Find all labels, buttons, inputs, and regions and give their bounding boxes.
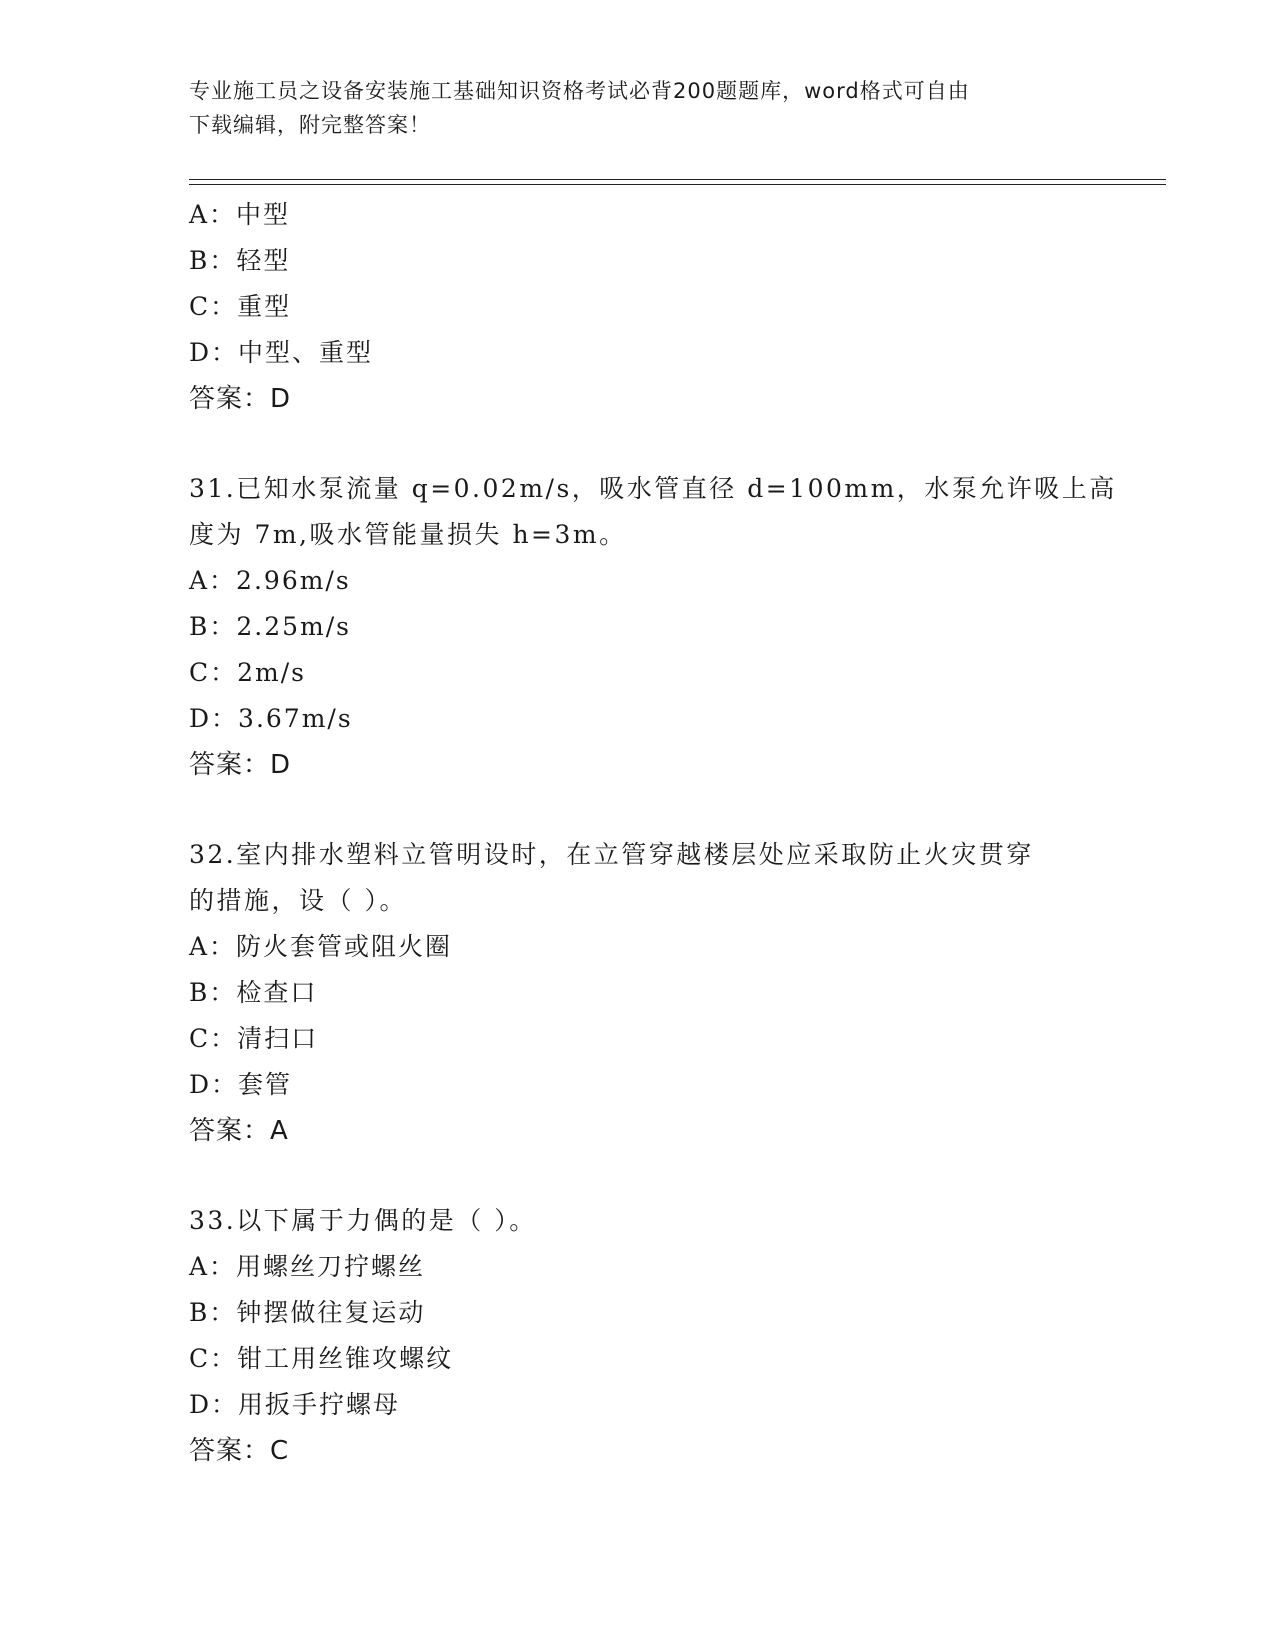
option-d: D：套管	[189, 1070, 293, 1099]
spacer	[189, 788, 1089, 832]
spacer	[189, 1154, 1089, 1198]
question-31-block	[189, 466, 1117, 788]
option-c: C：清扫口	[189, 1024, 319, 1053]
question-stem-line-2: 的措施，设（ ）。	[189, 886, 407, 915]
answer-line: 答案：D	[189, 750, 292, 780]
document-header	[189, 74, 1079, 142]
spacer	[189, 422, 1089, 466]
option-d: D：3.67m/s	[189, 704, 353, 733]
option-c: C：钳工用丝锥攻螺纹	[189, 1344, 454, 1373]
question-content	[189, 192, 1117, 1474]
option-b: B：轻型	[189, 246, 291, 275]
question-30-block	[189, 192, 1089, 422]
option-a: A：防火套管或阻火圈	[189, 932, 453, 961]
answer-line: 答案：A	[189, 1116, 289, 1146]
answer-line: 答案：D	[189, 384, 292, 414]
option-a: A：用螺丝刀拧螺丝	[189, 1252, 426, 1281]
option-a: A：中型	[189, 200, 291, 229]
option-b: B：检查口	[189, 978, 318, 1007]
option-d: D：用扳手拧螺母	[189, 1390, 401, 1419]
question-stem-line-1: 31.已知水泵流量 q=0.02m/s，吸水管直径 d=100mm，水泵允许吸上高	[189, 474, 1117, 503]
option-c: C：重型	[189, 292, 292, 321]
option-d: D：中型、重型	[189, 338, 374, 367]
option-b: B：2.25m/s	[189, 612, 351, 641]
question-33-block	[189, 1198, 1089, 1474]
answer-line: 答案：C	[189, 1436, 290, 1466]
header-divider-bottom	[189, 184, 1166, 185]
question-stem-line-2: 度为 7m,吸水管能量损失 h=3m。	[189, 520, 627, 549]
question-32-block	[189, 832, 1089, 1154]
question-stem-line-1: 33.以下属于力偶的是（ ）。	[189, 1206, 537, 1235]
option-a: A：2.96m/s	[189, 566, 351, 595]
option-c: C：2m/s	[189, 658, 306, 687]
header-line-2: 下载编辑，附完整答案！	[189, 113, 431, 137]
header-divider-top	[189, 179, 1166, 180]
option-b: B：钟摆做往复运动	[189, 1298, 426, 1327]
question-stem-line-1: 32.室内排水塑料立管明设时，在立管穿越楼层处应采取防止火灾贯穿	[189, 840, 1034, 869]
header-line-1: 专业施工员之设备安装施工基础知识资格考试必背200题题库，word格式可自由	[189, 79, 970, 103]
